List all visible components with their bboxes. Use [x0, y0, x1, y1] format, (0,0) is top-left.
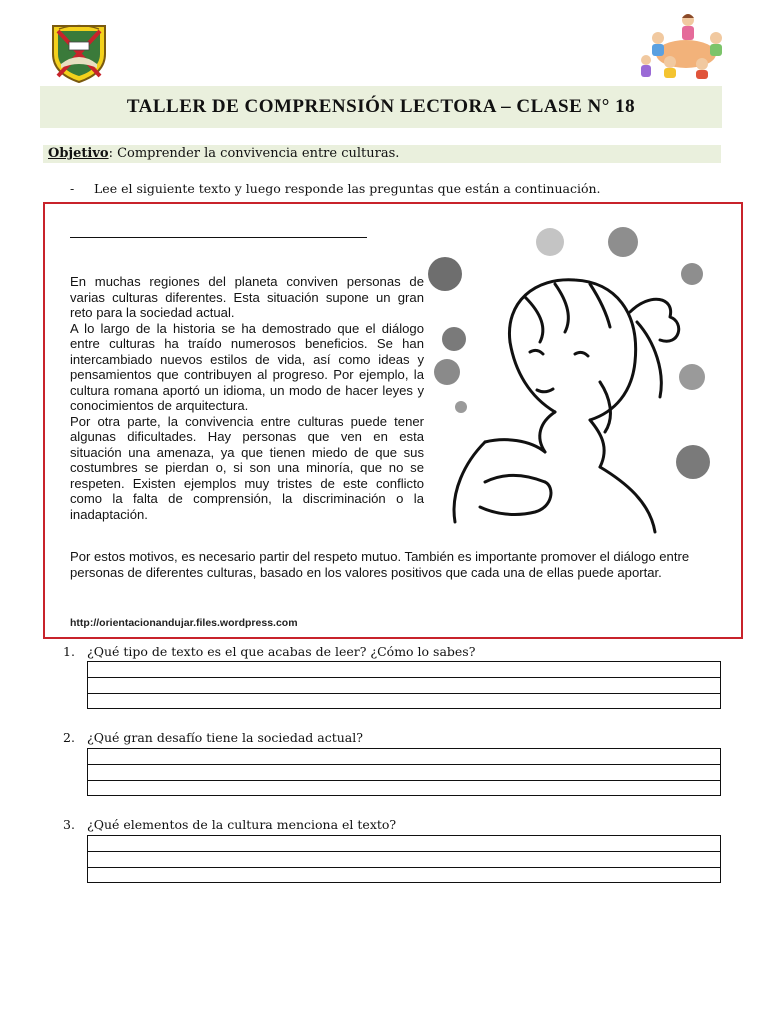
question-text: ¿Qué elementos de la cultura menciona el texto? [87, 817, 397, 832]
reading-conclusion [70, 549, 730, 580]
reading-paragraph: Por estos motivos, es necesario partir del respeto mutuo. También es importante promover el diálogo entre personas de diferentes culturas, basado en los valores positivos que cada una de ellas puede aportar. [70, 549, 690, 580]
children-circle-illustration [636, 8, 730, 80]
answer-box-1[interactable] [87, 661, 721, 709]
instruction-bullet: - [70, 181, 75, 196]
question-number: 3. [63, 817, 75, 832]
question-3 [63, 817, 396, 832]
answer-line [88, 867, 720, 868]
instruction-text: Lee el siguiente texto y luego responde las preguntas que están a continuación. [94, 181, 601, 196]
question-1 [63, 644, 475, 659]
answer-box-2[interactable] [87, 748, 721, 796]
page-title: TALLER DE COMPRENSIÓN LECTORA – CLASE N° 18 [126, 96, 636, 117]
objective-line [48, 145, 399, 163]
question-text: ¿Qué tipo de texto es el que acabas de leer? ¿Cómo lo sabes? [87, 644, 476, 659]
reading-paragraph: En muchas regiones del planeta conviven personas de varias culturas diferentes. Esta situación supone un gran reto para la sociedad actual. [70, 274, 424, 320]
reading-paragraph: A lo largo de la historia se ha demostrado que el diálogo entre culturas ha traído numerosos beneficios. Se han intercambiado nuevos estilos de vida, así como ideas y pensamientos que contribuyen al progreso. Por ejemplo, la cultura romana aportó un idioma, un modo de hacer leyes y conocimientos de arquitectura. [70, 320, 424, 413]
answer-line [88, 677, 720, 678]
question-number: 2. [63, 730, 75, 745]
answer-line [88, 780, 720, 781]
answer-line [88, 851, 720, 852]
question-2 [63, 730, 363, 745]
instruction-line [70, 181, 601, 196]
answer-line [88, 693, 720, 694]
thinking-girl-illustration [425, 222, 725, 542]
answer-box-3[interactable] [87, 835, 721, 883]
objective-text: : Comprender la convivencia entre culturas. [108, 146, 400, 161]
answer-line [88, 764, 720, 765]
source-link: http://orientacionandujar.files.wordpress.com [70, 617, 298, 629]
reading-title-rule [70, 237, 367, 238]
reading-passage [70, 274, 424, 522]
question-text: ¿Qué gran desafío tiene la sociedad actual? [87, 730, 363, 745]
reading-paragraph: Por otra parte, la convivencia entre culturas puede tener algunas dificultades. Hay personas que ven en esta situación una amenaza, ya que tienen miedo de que sus costumbres se pierdan o, si son una minoría, que no se respeten. Existen ejemplos muy tristes de este conflicto como la falta de comprensión, la discriminación o la inadaptación. [70, 413, 424, 522]
question-number: 1. [63, 644, 75, 659]
school-crest-logo [47, 20, 111, 84]
objective-label: Objetivo [48, 146, 109, 161]
